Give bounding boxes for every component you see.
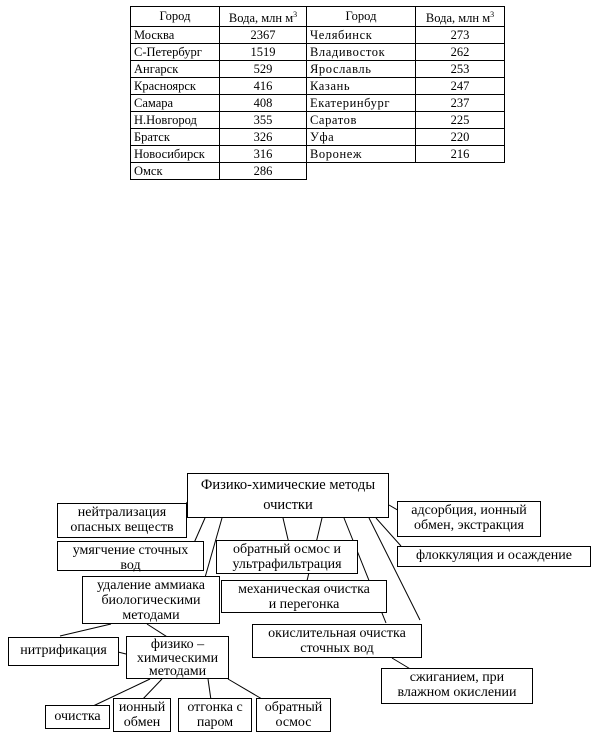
connector-line <box>60 624 111 636</box>
city-cell: Новосибирск <box>131 146 220 163</box>
osmosis-box: обратный осмос <box>256 698 331 732</box>
city-cell: Москва <box>131 27 220 44</box>
city-cell: Екатеринбург <box>307 95 416 112</box>
water-cell: 1519 <box>220 44 307 61</box>
softening-box: умягчение сточных вод <box>57 541 204 571</box>
flocculation-box: флоккуляция и осаждение <box>397 546 591 567</box>
water-cell: 316 <box>220 146 307 163</box>
city-cell: Саратов <box>307 112 416 129</box>
connector-line <box>228 679 262 699</box>
cleaning-box: очистка <box>45 705 110 729</box>
city-cell: Ангарск <box>131 61 220 78</box>
nitrification-box: нитрификация <box>8 637 119 666</box>
water-cell: 216 <box>416 146 505 163</box>
water-cell: 355 <box>220 112 307 129</box>
city-cell: Ярославль <box>307 61 416 78</box>
water-cell: 247 <box>416 78 505 95</box>
mechanical-box: механическая очистка и перегонка <box>221 580 387 613</box>
header-water-left: Вода, млн $м^3$ <box>220 7 307 27</box>
neutralization-box: нейтрализация опасных веществ <box>57 503 187 538</box>
water-cell: 262 <box>416 44 505 61</box>
physchem-box: физико – химическими методами <box>126 636 229 679</box>
water-cell: 2367 <box>220 27 307 44</box>
root-line2: очистки <box>263 497 313 513</box>
water-cell: 416 <box>220 78 307 95</box>
water-cell: 408 <box>220 95 307 112</box>
city-cell: Уфа <box>307 129 416 146</box>
water-cell: 286 <box>220 163 307 180</box>
header-city-left: Город <box>131 7 220 27</box>
city-cell: Красноярск <box>131 78 220 95</box>
water-cell: 529 <box>220 61 307 78</box>
city-cell: Н.Новгород <box>131 112 220 129</box>
water-cell: 225 <box>416 112 505 129</box>
header-city-right: Город <box>307 7 416 27</box>
burning-box: сжиганием, при влажном окислении <box>381 668 533 704</box>
water-cell: 237 <box>416 95 505 112</box>
city-cell: Владивосток <box>307 44 416 61</box>
reverse-osmosis-box: обратный осмос и ультрафильтрация <box>216 540 358 574</box>
city-cell: Челябинск <box>307 27 416 44</box>
water-cell: 253 <box>416 61 505 78</box>
header-water-right: Вода, млн $м^3$ <box>416 7 505 27</box>
water-cell: 220 <box>416 129 505 146</box>
connector-line <box>118 652 126 654</box>
city-cell: Воронеж <box>307 146 416 163</box>
water-cell: 326 <box>220 129 307 146</box>
root-methods-box <box>187 473 389 518</box>
city-cell: Казань <box>307 78 416 95</box>
root-line1: Физико-химические методы <box>200 477 376 493</box>
oxidation-box: окислительная очистка сточных вод <box>252 624 422 658</box>
city-cell: Братск <box>131 129 220 146</box>
city-cell: С-Петербург <box>131 44 220 61</box>
ammonia-removal-box: удаление аммиака биологическими методами <box>82 576 220 624</box>
city-cell: Самара <box>131 95 220 112</box>
city-cell: Омск <box>131 163 220 180</box>
ion-exchange-box: ионный обмен <box>113 698 171 732</box>
connector-line <box>208 679 211 700</box>
steam-stripping-box: отгонка с паром <box>178 698 252 732</box>
water-cell: 273 <box>416 27 505 44</box>
adsorption-box: адсорбция, ионный обмен, экстракция <box>397 501 541 537</box>
